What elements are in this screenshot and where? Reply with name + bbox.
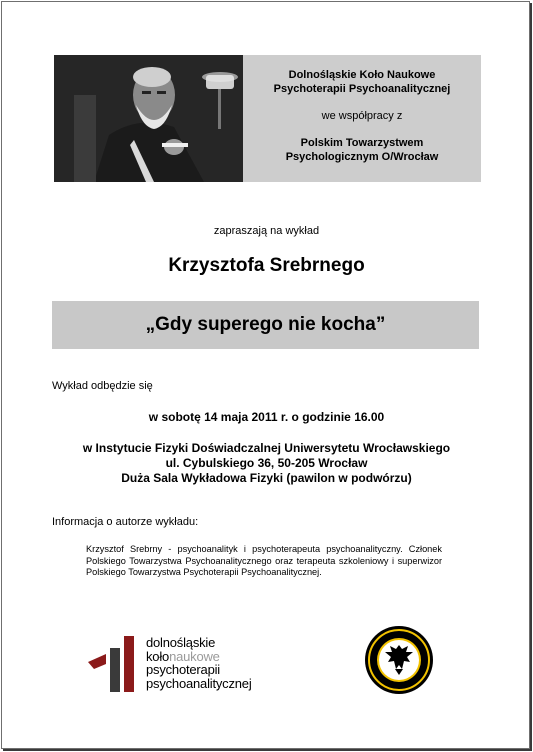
lecture-label: Wykład odbędzie się <box>52 380 153 392</box>
logo-line4: psychoanalitycznej <box>146 675 252 691</box>
org-name-line1: Dolnośląskie Koło Naukowe <box>288 69 436 81</box>
circle-logo <box>88 636 278 696</box>
header-section <box>54 55 481 182</box>
logo-line1: dolnośląskie <box>146 635 216 650</box>
circle-logo-mark-icon <box>88 636 144 696</box>
partner-name-line1: Polskim Towarzystwem <box>300 137 424 149</box>
portrait-photo <box>54 55 243 182</box>
cooperation-text: we współpracy z <box>321 110 403 122</box>
eagle-seal-icon <box>364 625 434 695</box>
society-seal <box>364 625 434 695</box>
lecture-title: „Gdy superego nie kocha” <box>52 301 479 349</box>
logo-line2-b: naukowe <box>169 648 220 664</box>
invite-text: zapraszają na wykład <box>213 225 320 237</box>
author-info-label: Informacja o autorze wykładu: <box>52 516 199 528</box>
venue-line2: ul. Cybulskiego 36, 50-205 Wrocław <box>165 456 368 470</box>
speaker-name: Krzysztofa Srebrnego <box>168 255 365 276</box>
logo-line3: psychoterapii <box>146 662 220 677</box>
org-name-line2: Psychoterapii Psychoanalitycznej <box>273 83 451 95</box>
lecture-date: w sobotę 14 maja 2011 r. o godzinie 16.00 <box>148 410 385 424</box>
organizers-box <box>243 55 481 182</box>
partner-name-line2: Psychologicznym O/Wrocław <box>285 151 439 163</box>
author-bio: Krzysztof Srebrny - psychoanalityk i psychoterapeuta psychoanalityczny. Członek Polskiego Towarzystwa Psychoanalitycznego oraz terapeuta szkoleniowy i superwizor Polskiego Towarzystwa Psychoterapii Psychoanalitycznej. <box>86 544 442 577</box>
circle-logo-text <box>146 636 252 690</box>
venue-block <box>0 441 533 486</box>
portrait-illustration <box>54 55 243 182</box>
venue-line1: w Instytucie Fizyki Doświadczalnej Uniwersytetu Wrocławskiego <box>82 441 451 455</box>
logo-line2-a: koło <box>146 648 170 664</box>
venue-line3: Duża Sala Wykładowa Fizyki (pawilon w podwórzu) <box>121 471 412 485</box>
logo-line2 <box>146 650 252 664</box>
